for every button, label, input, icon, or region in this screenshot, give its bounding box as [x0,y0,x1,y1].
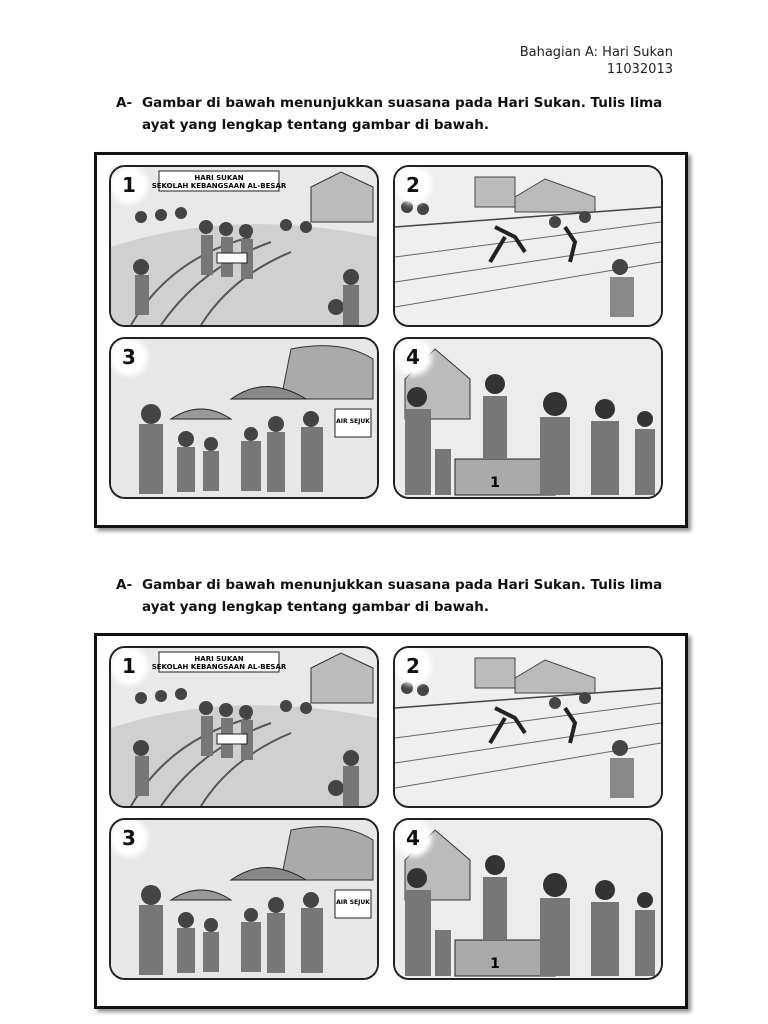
crowd-scene-illustration [111,339,377,497]
parade-scene-illustration [111,167,377,325]
race-scene-illustration [395,648,661,806]
question-letter: A- [116,95,133,111]
picture-sheet-2 [94,633,688,1009]
question-instruction: Gambar di bawah menunjukkan suasana pada Hari Sukan. Tulis lima ayat yang lengkap tentang gambar di bawah. [142,95,663,133]
panel-number: 2 [398,170,428,200]
prize-scene-illustration [395,339,661,497]
stall-sign: AIR SEJUK [336,899,370,906]
panel-number: 1 [114,170,144,200]
panel-3-crowd [109,818,379,980]
question-1 [116,92,676,136]
parade-scene-illustration [111,648,377,806]
banner-line2: SEKOLAH KEBANGSAAN AL-BESAR [151,663,287,671]
question-letter: A- [116,577,133,593]
header-title: Bahagian A: Hari Sukan [519,45,673,60]
panel-1-parade [109,165,379,327]
panel-number: 2 [398,651,428,681]
panel-4-prize [393,337,663,499]
panel-number: 3 [114,823,144,853]
panel-2-race [393,165,663,327]
banner-line2: SEKOLAH KEBANGSAAN AL-BESAR [151,182,287,190]
header-code: 11032013 [606,62,673,77]
panel-1-parade [109,646,379,808]
banner-line1: HARI SUKAN [194,655,244,663]
podium-number: 1 [490,956,500,972]
podium-number: 1 [490,475,500,491]
panel-3-crowd [109,337,379,499]
panel-number: 3 [114,342,144,372]
question-2 [116,574,676,618]
race-scene-illustration [395,167,661,325]
question-instruction: Gambar di bawah menunjukkan suasana pada Hari Sukan. Tulis lima ayat yang lengkap tentang gambar di bawah. [142,577,663,615]
stall-sign: AIR SEJUK [336,418,370,425]
panel-number: 4 [398,823,428,853]
panel-4-prize [393,818,663,980]
panel-number: 1 [114,651,144,681]
page-header [520,44,673,78]
picture-sheet-1 [94,152,688,528]
crowd-scene-illustration [111,820,377,978]
panel-2-race [393,646,663,808]
banner-line1: HARI SUKAN [194,174,244,182]
panel-number: 4 [398,342,428,372]
prize-scene-illustration [395,820,661,978]
